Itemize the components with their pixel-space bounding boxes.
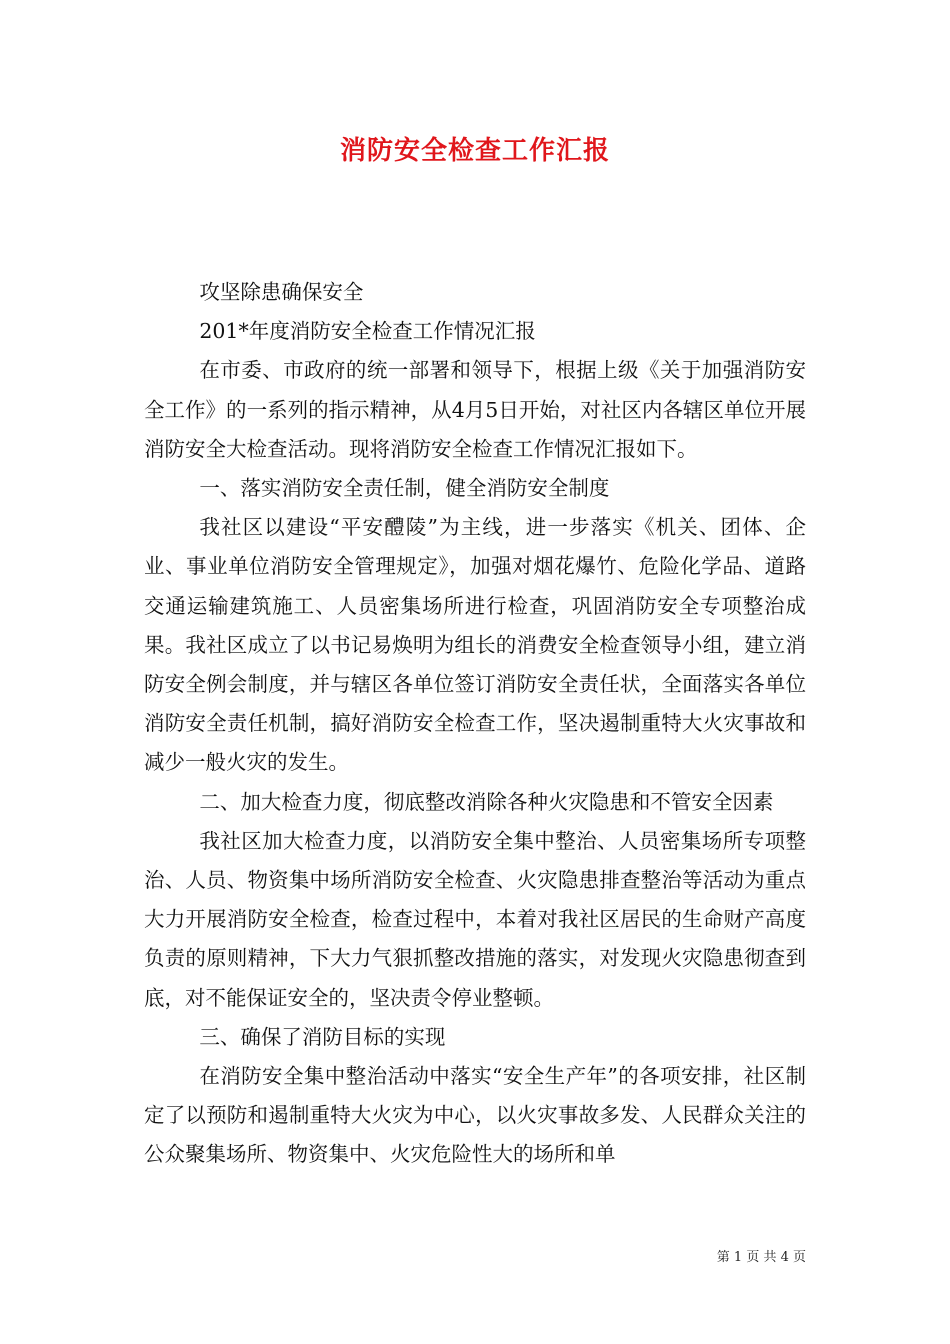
paragraph-section-1: 我社区以建设“平安醴陵”为主线，进一步落实《机关、团体、企业、事业单位消防安全管理规定》，加强对烟花爆竹、危险化学品、道路交通运输建筑施工、人员密集场所进行检查，巩固消防安全专项整治成果。我社区成立了以书记易焕明为组长的消费安全检查领导小组，建立消防安全例会制度，并与辖区各单位签订消防安全责任状，全面落实各单位消防安全责任机制，搞好消防安全检查工作，坚决遏制重特大火灾事故和减少一般火灾的发生。	[144, 515, 806, 775]
document-title: 消防安全检查工作汇报	[339, 136, 610, 166]
page-number: 第 1 页 共 4 页	[716, 1250, 806, 1265]
section-heading-2: 二、加大检查力度，彻底整改消除各种火灾隐患和不管安全因素	[199, 789, 774, 814]
paragraph-report-title: 201*年度消防安全检查工作情况汇报	[199, 319, 536, 344]
paragraph-slogan: 攻坚除患确保安全	[199, 280, 364, 304]
paragraph-section-3: 在消防安全集中整治活动中落实“安全生产年”的各项安排，社区制定了以预防和遏制重特大火灾为中心，以火灾事故多发、人民群众关注的公众聚集场所、物资集中、火灾危险性大的场所和单	[144, 1064, 806, 1167]
section-heading-1: 一、落实消防安全责任制，健全消防安全制度	[199, 476, 610, 501]
document-body	[144, 273, 806, 1175]
section-heading-3: 三、确保了消防目标的实现	[199, 1024, 446, 1049]
paragraph-section-2: 我社区加大检查力度，以消防安全集中整治、人员密集场所专项整治、人员、物资集中场所消防安全检查、火灾隐患排查整治等活动为重点大力开展消防安全检查，检查过程中，本着对我社区居民的生命财产高度负责的原则精神，下大力气狠抓整改措施的落实，对发现火灾隐患彻查到底，对不能保证安全的，坚决责令停业整顿。	[144, 828, 806, 1010]
paragraph-intro: 在市委、市政府的统一部署和领导下，根据上级《关于加强消防安全工作》的一系列的指示精神，从4月5日开始，对社区内各辖区单位开展消防安全大检查活动。现将消防安全检查工作情况汇报如下。	[144, 358, 806, 461]
